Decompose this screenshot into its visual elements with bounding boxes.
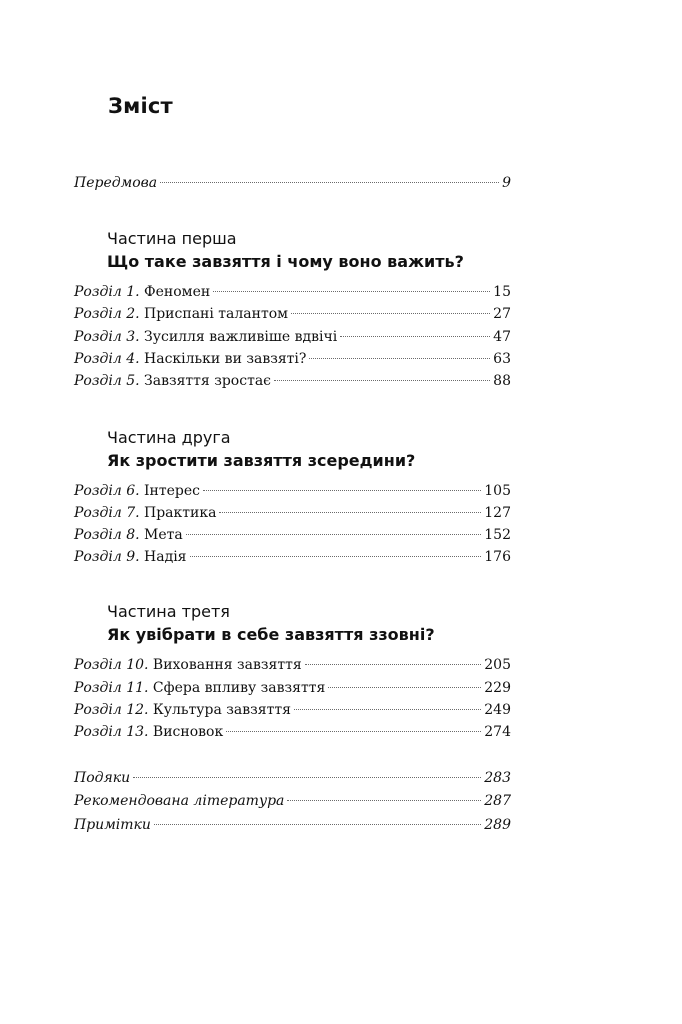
dot-leader	[190, 556, 482, 557]
toc-page-number: 274	[484, 724, 511, 740]
chapter-prefix: Розділ 3.	[74, 329, 140, 345]
part-title: Як увібрати в себе завзяття ззовні?	[107, 625, 435, 644]
chapter-title: Завзяття зростає	[144, 373, 272, 389]
toc-entry-label: Передмова	[74, 175, 158, 191]
toc-entry-chapter[interactable]	[74, 303, 511, 325]
toc-page-number: 283	[484, 770, 511, 786]
toc-page-number: 249	[484, 702, 511, 718]
chapter-prefix: Розділ 9.	[74, 549, 140, 565]
dot-leader	[340, 336, 490, 337]
part-label: Частина перша	[107, 229, 237, 248]
dot-leader	[305, 664, 482, 665]
toc-page-number: 152	[484, 527, 511, 543]
dot-leader	[186, 534, 482, 535]
toc-page-number: 205	[484, 657, 511, 673]
chapter-title: Виховання завзяття	[152, 657, 302, 673]
toc-page-number: 105	[484, 483, 511, 499]
chapter-prefix: Розділ 8.	[74, 527, 140, 543]
chapter-title: Мета	[144, 527, 183, 543]
toc-page-number: 88	[493, 373, 511, 389]
chapter-title: Надія	[144, 549, 187, 565]
toc-entry-chapter[interactable]	[74, 281, 511, 303]
toc-entry-chapter[interactable]	[74, 502, 511, 524]
toc-page-number: 27	[493, 306, 511, 322]
chapter-title: Висновок	[152, 724, 224, 740]
chapter-prefix: Розділ 6.	[74, 483, 140, 499]
dot-leader	[160, 182, 499, 183]
chapter-title: Феномен	[144, 284, 211, 300]
dot-leader	[287, 800, 481, 801]
chapter-prefix: Розділ 11.	[74, 680, 149, 696]
dot-leader	[133, 777, 481, 778]
toc-entry-chapter[interactable]	[74, 546, 511, 568]
chapter-title: Наскільки ви завзяті?	[144, 351, 307, 367]
chapter-prefix: Розділ 5.	[74, 373, 140, 389]
toc-entry-label: Подяки	[74, 770, 131, 786]
toc-entry-preface[interactable]	[74, 172, 511, 194]
dot-leader	[203, 490, 481, 491]
toc-entry-chapter[interactable]	[74, 677, 511, 699]
toc-page-number: 15	[493, 284, 511, 300]
toc-page-number: 127	[484, 505, 511, 521]
toc-entry-chapter[interactable]	[74, 721, 511, 743]
chapter-prefix: Розділ 7.	[74, 505, 140, 521]
toc-entry-chapter[interactable]	[74, 370, 511, 392]
chapter-title: Приспані талантом	[144, 306, 289, 322]
dot-leader	[154, 824, 481, 825]
chapter-prefix: Розділ 1.	[74, 284, 140, 300]
toc-entry-notes[interactable]	[74, 814, 511, 836]
dot-leader	[213, 291, 490, 292]
dot-leader	[328, 687, 481, 688]
toc-entry-chapter[interactable]	[74, 480, 511, 502]
part-label: Частина друга	[107, 428, 231, 447]
chapter-prefix: Розділ 2.	[74, 306, 140, 322]
toc-entry-acknowledgments[interactable]	[74, 767, 511, 789]
part-title: Що таке завзяття і чому воно важить?	[107, 252, 464, 271]
toc-entry-chapter[interactable]	[74, 348, 511, 370]
chapter-title: Культура завзяття	[152, 702, 291, 718]
toc-entry-chapter[interactable]	[74, 326, 511, 348]
toc-page-number: 229	[484, 680, 511, 696]
chapter-prefix: Розділ 10.	[74, 657, 149, 673]
chapter-title: Сфера впливу завзяття	[152, 680, 326, 696]
toc-entry-chapter[interactable]	[74, 654, 511, 676]
toc-entry-recommended-reading[interactable]	[74, 790, 511, 812]
toc-entry-chapter[interactable]	[74, 524, 511, 546]
chapter-title: Інтерес	[144, 483, 200, 499]
part-label: Частина третя	[107, 602, 230, 621]
toc-page-number: 47	[493, 329, 511, 345]
toc-page-number: 9	[502, 175, 511, 191]
part-title: Як зростити завзяття зсередини?	[107, 451, 416, 470]
page-title: Зміст	[108, 94, 173, 118]
toc-entry-label: Примітки	[74, 817, 151, 833]
dot-leader	[309, 358, 490, 359]
dot-leader	[219, 512, 481, 513]
dot-leader	[226, 731, 481, 732]
chapter-prefix: Розділ 12.	[74, 702, 149, 718]
chapter-title: Практика	[144, 505, 217, 521]
chapter-title: Зусилля важливіше вдвічі	[144, 329, 338, 345]
toc-page-number: 289	[484, 817, 511, 833]
chapter-prefix: Розділ 13.	[74, 724, 149, 740]
toc-page-number: 176	[484, 549, 511, 565]
dot-leader	[274, 380, 490, 381]
toc-page-number: 63	[493, 351, 511, 367]
toc-entry-label: Рекомендована література	[74, 793, 285, 809]
toc-entry-chapter[interactable]	[74, 699, 511, 721]
dot-leader	[291, 313, 490, 314]
dot-leader	[294, 709, 481, 710]
chapter-prefix: Розділ 4.	[74, 351, 140, 367]
toc-page-number: 287	[484, 793, 511, 809]
